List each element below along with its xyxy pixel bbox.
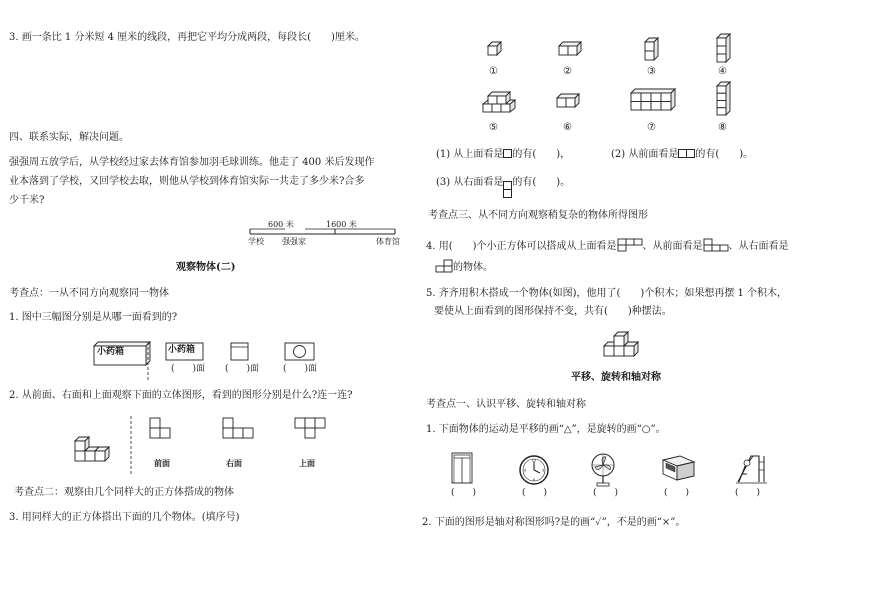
label-school: 学校: [248, 237, 264, 246]
question-1-motion: 1. 下面物体的运动是平移的画“△”，是旋转的画“○”。: [426, 424, 666, 435]
block-structure: [602, 330, 646, 358]
blank-motion-1: ( ): [451, 488, 477, 498]
label-circled-2: ②: [563, 66, 572, 77]
view-top-box: [284, 342, 316, 362]
sub2-text-a: (2) 从前面看是: [611, 149, 679, 160]
blank-view-3: ( )面: [283, 364, 318, 374]
q4-text-d: 的物体。: [453, 262, 493, 273]
structure-7: [629, 87, 677, 113]
sub1-text-a: (1) 从上面看是: [436, 149, 504, 160]
blank-motion-3: ( ): [593, 488, 619, 498]
sub1-text-b: 的有( )，: [512, 149, 571, 160]
drawer-icon: [660, 452, 698, 486]
blank-motion-2: ( ): [522, 488, 548, 498]
label-gym: 体育馆: [376, 237, 400, 246]
key-point-2: 考查点二：观察由几个同样大的正方体搭成的物体: [14, 487, 234, 498]
medicine-box-label: 小药箱: [97, 347, 125, 357]
key-point-3: 考查点三、从不同方向观察稍复杂的物体所得图形: [428, 210, 648, 221]
sub2-text-b: 的有( )。: [695, 149, 754, 160]
right-view-shape: [435, 259, 453, 273]
word-problem-line-2: 业本落到了学校，又回学校去取，则他从学校到体育馆实际一共走了多少米?合多: [9, 176, 365, 187]
dashed-divider: [146, 342, 150, 382]
label-circled-5: ⑤: [489, 122, 498, 133]
question-5-line-1: 5. 齐齐用积木搭成一个物体(如图)，他用了( )个积木；如果想再摆 1 个积木，: [426, 288, 788, 299]
front-view-shape: [703, 238, 729, 252]
shape-option-c: [294, 417, 328, 441]
sub-question-3: [436, 177, 570, 198]
stacked-squares-icon: [503, 181, 512, 198]
structure-1: [486, 40, 506, 60]
svg-text:12: 12: [531, 458, 537, 463]
shape-option-a: [149, 417, 179, 441]
question-5-line-2: 要使从上面看到的图形保持不变，共有( )种摆法。: [434, 306, 672, 317]
sub-question-2: [611, 149, 753, 162]
sub3-text-a: (3) 从右面看是: [436, 177, 504, 188]
key-point-4: 考查点一、认识平移、旋转和轴对称: [426, 399, 586, 410]
question-1-views: 1. 图中三幅图分别是从哪一面看到的?: [9, 312, 178, 323]
question-4-line-1: [426, 238, 789, 254]
blank-view-1: ( )面: [171, 364, 206, 374]
question-2-symmetry: 2. 下面的图形是轴对称图形吗?是的画“✓”，不是的画“×”。: [422, 517, 686, 528]
view-front-label: 小药箱: [168, 345, 196, 355]
question-3-segment: 3. 画一条比 1 分米短 4 厘米的线段，再把它平均分成两段，每段长( )厘米。: [9, 32, 365, 43]
label-circled-1: ①: [489, 66, 498, 77]
label-top: 上面: [299, 458, 315, 468]
square-icon: [686, 149, 695, 158]
blank-motion-5: ( ): [735, 488, 761, 498]
blank-motion-4: ( ): [664, 488, 690, 498]
structure-4: [715, 32, 735, 64]
section-4-heading: 四、联系实际，解决问题。: [9, 132, 129, 143]
structure-3: [643, 36, 663, 62]
view-side-box: [230, 342, 250, 362]
question-3-build: 3. 用同样大的正方体搭出下面的几个物体。(填序号): [9, 512, 240, 523]
q4-text-c: 、从右面看是: [728, 241, 789, 252]
distance-1600: 1600 米: [326, 220, 357, 229]
square-icon: [503, 149, 512, 158]
word-problem-line-3: 少千米?: [9, 195, 45, 206]
label-circled-8: ⑧: [718, 122, 727, 133]
unit-title-transform: 平移、旋转和轴对称: [571, 372, 661, 383]
svg-text:6: 6: [532, 477, 536, 482]
question-2-connect: 2. 从前面、右面和上面观察下面的立体图形，看到的图形分别是什么?连一连?: [9, 390, 353, 401]
q4-text-b: 、从前面看是: [642, 241, 703, 252]
structure-8: [715, 80, 735, 118]
label-home: 强强家: [282, 237, 306, 246]
sub-question-1: [436, 149, 570, 162]
shape-option-b: [222, 417, 256, 441]
clock-icon: [518, 454, 550, 486]
label-circled-7: ⑦: [647, 122, 656, 133]
unit-title-observe: 观察物体(二): [176, 262, 236, 273]
top-view-shape: [617, 238, 643, 252]
key-point-1: 考查点：一从不同方向观察同一物体: [9, 288, 169, 299]
dashed-divider-2: [129, 416, 133, 476]
label-front: 前面: [154, 458, 170, 468]
label-circled-4: ④: [718, 66, 727, 77]
label-circled-3: ③: [647, 66, 656, 77]
blank-view-2: ( )面: [225, 364, 260, 374]
structure-6: [555, 92, 585, 114]
label-right: 右面: [226, 458, 242, 468]
structure-5: [482, 90, 522, 112]
question-4-line-2: [435, 259, 493, 275]
door-icon: [451, 452, 475, 486]
label-circled-6: ⑥: [563, 122, 572, 133]
distance-600: 600 米: [268, 220, 294, 229]
structure-2: [557, 40, 587, 60]
slide-icon: [733, 450, 769, 486]
svg-text:3: 3: [541, 467, 545, 473]
word-problem-line-1: 强强周五放学后，从学校经过家去体育馆参加羽毛球训练。他走了 400 米后发现作: [9, 157, 375, 168]
svg-text:9: 9: [523, 467, 527, 473]
fan-icon: [588, 452, 620, 488]
sub3-text-b: 的有( )。: [512, 177, 571, 188]
q4-text-a: 4. 用( )个小正方体可以搭成从上面看是: [426, 241, 617, 252]
cube-figure-3d: [73, 435, 113, 465]
